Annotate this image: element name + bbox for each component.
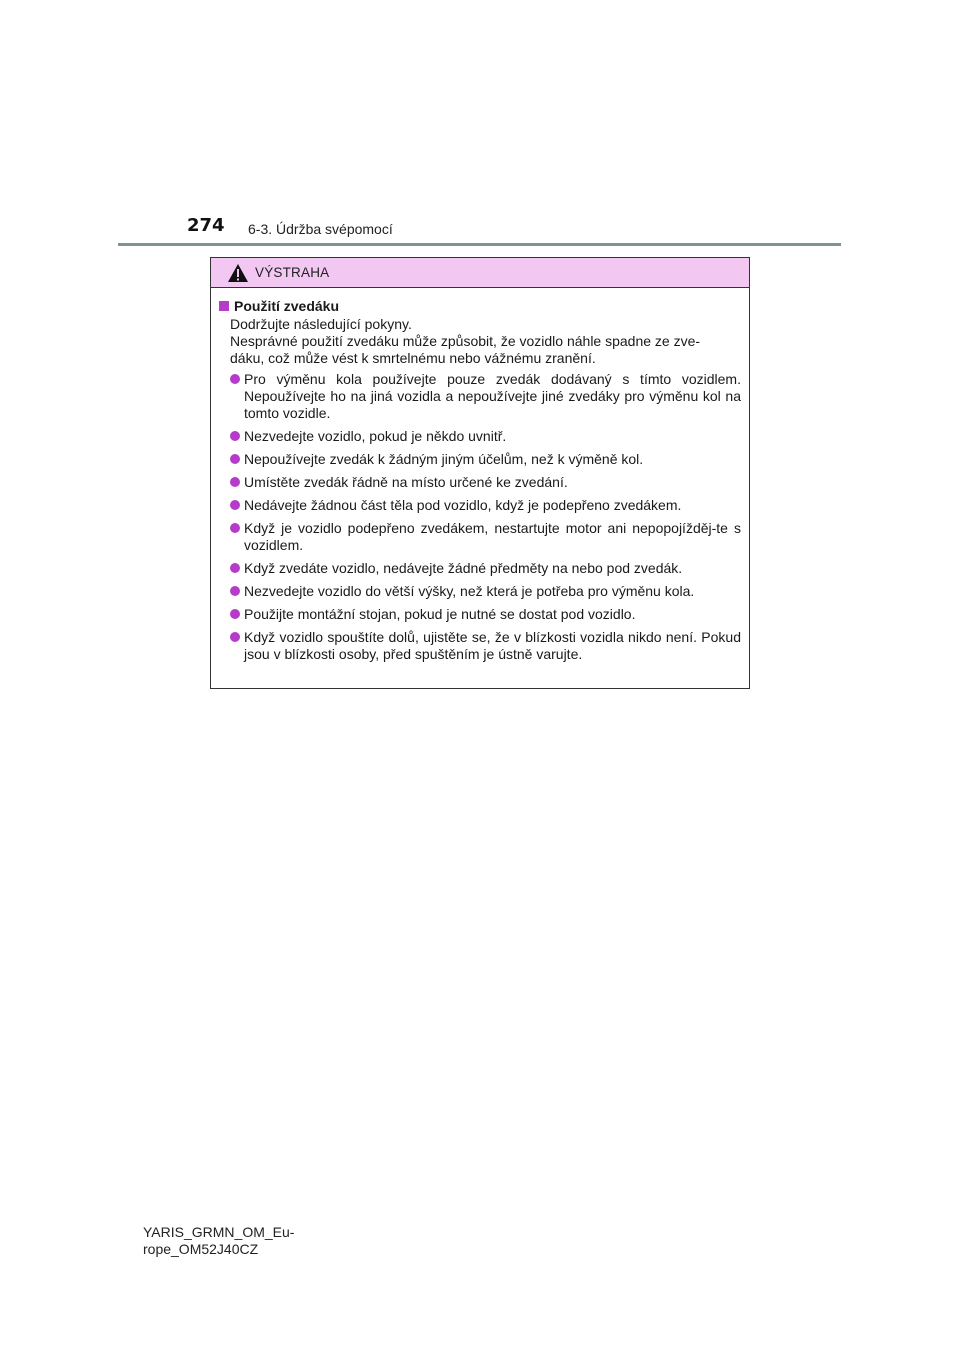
list-item <box>219 474 741 491</box>
footer-line: rope_OM52J40CZ <box>143 1241 259 1257</box>
list-item-text: Nezvedejte vozidlo do větší výšky, než která je potřeba pro výměnu kola. <box>244 583 695 599</box>
bullet-dot-icon <box>230 374 240 384</box>
bullet-dot-icon <box>230 477 240 487</box>
document-footer <box>143 1224 294 1258</box>
warning-list <box>219 371 741 663</box>
bullet-dot-icon <box>230 454 240 464</box>
list-item-text: Pro výměnu kola používejte pouze zvedák dodávaný s tímto vozidlem. Nepoužívejte ho na jiná vozidla a nepoužívejte jiné zvedáky pro výměnu kol na tomto vozidle. <box>244 371 741 421</box>
list-item-text: Když vozidlo spouštíte dolů, ujistěte se, že v blízkosti vozidla nikdo není. Pokud jsou v blízkosti osoby, před spuštěním je ústně varujte. <box>244 629 741 662</box>
list-item <box>219 428 741 445</box>
bullet-dot-icon <box>230 586 240 596</box>
list-item <box>219 629 741 663</box>
subheading-text: Použití zvedáku <box>234 298 340 314</box>
bullet-dot-icon <box>230 563 240 573</box>
warning-header <box>211 258 749 288</box>
square-bullet-icon <box>219 301 229 311</box>
footer-line: YARIS_GRMN_OM_Eu- <box>143 1224 295 1240</box>
list-item <box>219 371 741 422</box>
warning-box <box>210 257 750 689</box>
section-title: 6-3. Údržba svépomocí <box>248 221 393 237</box>
list-item-text: Když zvedáte vozidlo, nedávejte žádné předměty na nebo pod zvedák. <box>244 560 683 576</box>
bullet-dot-icon <box>230 431 240 441</box>
intro-line: dáku, což může vést k smrtelnému nebo vážnému zranění. <box>230 350 596 366</box>
intro-line: Nesprávné použití zvedáku může způsobit, že vozidlo náhle spadne ze zve- <box>230 333 701 349</box>
warning-subheading <box>219 298 741 315</box>
intro-text <box>219 316 741 367</box>
bullet-dot-icon <box>230 632 240 642</box>
list-item <box>219 520 741 554</box>
bullet-dot-icon <box>230 500 240 510</box>
page-number: 274 <box>187 215 225 236</box>
list-item-text: Použijte montážní stojan, pokud je nutné se dostat pod vozidlo. <box>244 606 636 622</box>
list-item <box>219 560 741 577</box>
list-item <box>219 606 741 623</box>
list-item-text: Nepoužívejte zvedák k žádným jiným účelům, než k výměně kol. <box>244 451 644 467</box>
bullet-dot-icon <box>230 523 240 533</box>
header-rule <box>118 243 841 246</box>
list-item <box>219 451 741 468</box>
warning-title: VÝSTRAHA <box>255 265 330 280</box>
warning-body <box>211 288 749 663</box>
list-item-text: Nedávejte žádnou část těla pod vozidlo, když je podepřeno zvedákem. <box>244 497 682 513</box>
warning-triangle-icon <box>227 263 249 283</box>
list-item-text: Když je vozidlo podepřeno zvedákem, nestartujte motor ani nepopojížděj-te s vozidlem. <box>244 520 741 553</box>
list-item <box>219 583 741 600</box>
intro-line: Dodržujte následující pokyny. <box>230 316 412 332</box>
list-item-text: Nezvedejte vozidlo, pokud je někdo uvnitř. <box>244 428 507 444</box>
list-item-text: Umístěte zvedák řádně na místo určené ke zvedání. <box>244 474 568 490</box>
bullet-dot-icon <box>230 609 240 619</box>
list-item <box>219 497 741 514</box>
